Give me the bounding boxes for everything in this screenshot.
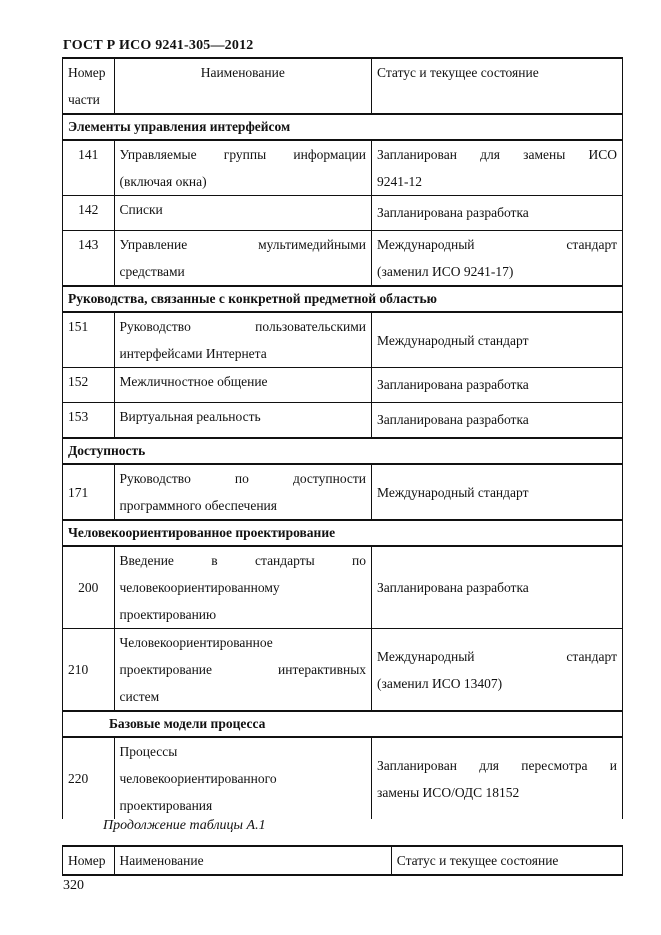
- part-name-line: Управляемые группы информации: [119, 147, 367, 162]
- part-number: 220: [63, 737, 115, 819]
- section-row: [63, 114, 623, 140]
- part-status-line: Международный стандарт: [377, 237, 617, 252]
- part-number: 210: [63, 629, 115, 712]
- document-header: ГОСТ Р ИСО 9241-305—2012: [63, 38, 254, 53]
- part-number: 152: [63, 368, 115, 403]
- part-number: 171: [63, 464, 115, 520]
- part-name-line: интерфейсами Интернета: [119, 346, 267, 361]
- table-row: [63, 403, 623, 439]
- part-number: 143: [63, 231, 115, 287]
- cont-header-number: Номер: [63, 846, 115, 875]
- part-name-line: Руководство по доступности: [119, 471, 367, 486]
- continuation-label: Продолжение таблицы А.1: [103, 818, 266, 833]
- part-status-line: Международный стандарт: [377, 648, 617, 664]
- part-name: [114, 231, 372, 287]
- section-row: [63, 711, 623, 737]
- section-title: Базовые модели процесса: [63, 711, 623, 737]
- part-status: [372, 629, 623, 712]
- standards-table: [62, 57, 623, 819]
- section-row: [63, 438, 623, 464]
- section-title: Элементы управления интерфейсом: [63, 114, 623, 140]
- part-number: 151: [63, 312, 115, 368]
- part-name: [114, 629, 372, 712]
- header-name: Наименование: [114, 58, 372, 114]
- part-name-line: человекоориентированного: [119, 771, 277, 786]
- part-name-line: (включая окна): [119, 174, 207, 189]
- header-number-line2: части: [68, 92, 100, 107]
- part-name-line: систем: [119, 689, 160, 704]
- part-name-line: человекоориентированному: [119, 580, 280, 595]
- header-number-line1: Номер: [68, 65, 106, 80]
- page-number: 320: [63, 878, 84, 893]
- section-title: Доступность: [63, 438, 623, 464]
- part-status-line: Запланирован для пересмотра и: [377, 757, 617, 773]
- part-name: [114, 546, 372, 629]
- part-name-line: Человекоориентированное: [119, 635, 273, 650]
- continuation-header-row: [63, 846, 623, 875]
- part-name-line: Процессы: [119, 744, 178, 759]
- continuation-table: [62, 845, 623, 876]
- section-row: [63, 286, 623, 312]
- part-name-line: Руководство пользовательскими: [119, 319, 367, 334]
- part-name: Списки: [114, 196, 372, 231]
- part-name-line: программного обеспечения: [119, 498, 277, 513]
- part-name-line: средствами: [119, 264, 185, 279]
- part-number: 142: [63, 196, 115, 231]
- cont-header-name: Наименование: [114, 846, 391, 875]
- part-status: Запланирована разработка: [372, 546, 623, 629]
- cont-header-status: Статус и текущее состояние: [391, 846, 622, 875]
- part-status-line: 9241-12: [377, 174, 423, 189]
- part-status-line: (заменил ИСО 9241-17): [377, 264, 514, 279]
- part-number: 153: [63, 403, 115, 439]
- header-number: [63, 58, 115, 114]
- table-row: [63, 464, 623, 520]
- table-row: [63, 737, 623, 819]
- table-header-row: [63, 58, 623, 114]
- section-title: Человекоориентированное проектирование: [63, 520, 623, 546]
- part-status: [372, 231, 623, 287]
- part-status: [372, 140, 623, 196]
- part-name-line: проектирования: [119, 798, 213, 813]
- part-status: [372, 737, 623, 819]
- part-status: Запланирована разработка: [372, 196, 623, 231]
- part-status-line: (заменил ИСО 13407): [377, 675, 503, 691]
- header-status: Статус и текущее состояние: [372, 58, 623, 114]
- table-row: [63, 196, 623, 231]
- part-status: Запланирована разработка: [372, 403, 623, 439]
- table-row: [63, 368, 623, 403]
- part-name-line: проектирование интерактивных: [119, 662, 367, 677]
- part-name: Виртуальная реальность: [114, 403, 372, 439]
- part-name: [114, 464, 372, 520]
- section-row: [63, 520, 623, 546]
- table-row: [63, 140, 623, 196]
- table-row: [63, 546, 623, 629]
- part-name: [114, 312, 372, 368]
- part-name-line: проектированию: [119, 607, 217, 622]
- part-number: 141: [63, 140, 115, 196]
- part-number: 200: [63, 546, 115, 629]
- part-status: Международный стандарт: [372, 312, 623, 368]
- section-title: Руководства, связанные с конкретной предметной областью: [63, 286, 623, 312]
- table-row: [63, 629, 623, 712]
- part-status-line: Запланирован для замены ИСО: [377, 147, 617, 162]
- part-name-line: Введение в стандарты по: [119, 553, 367, 568]
- part-status: Международный стандарт: [372, 464, 623, 520]
- table-row: [63, 231, 623, 287]
- part-name: [114, 140, 372, 196]
- part-status-line: замены ИСО/ОДС 18152: [377, 784, 520, 800]
- part-name: [114, 737, 372, 819]
- part-name-line: Управление мультимедийными: [119, 237, 367, 252]
- part-status: Запланирована разработка: [372, 368, 623, 403]
- table-row: [63, 312, 623, 368]
- part-name: Межличностное общение: [114, 368, 372, 403]
